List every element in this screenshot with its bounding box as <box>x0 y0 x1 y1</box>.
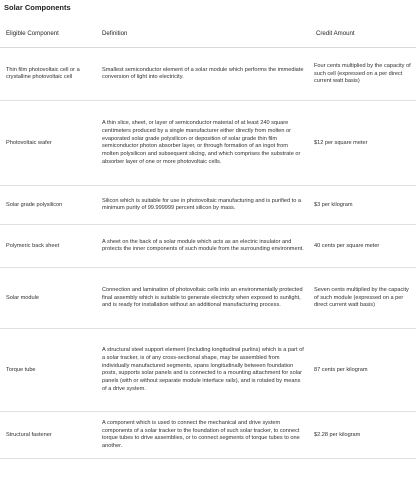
component-cell: Thin film photovoltaic cell or a crystalline photovoltaic cell <box>0 48 96 101</box>
credit-cell: $2.28 per kilogram <box>310 412 416 459</box>
definition-cell: Smallest semiconductor element of a solar module which performs the immediate conversion of light into electricity. <box>96 48 310 101</box>
component-cell: Solar module <box>0 268 96 329</box>
header-definition: Definition <box>96 20 310 48</box>
definition-cell: A thin slice, sheet, or layer of semiconductor material of at least 240 square centimeters produced by a single manufacturer either directly from molten or evaporated solar grade polysilicon or deposition of solar grade thin film semiconductor photon absorber layer, or through formation of an ingot from molten polysilicon and subsequent slicing, and which comprises the substrate or absorber layer of one or more photovoltaic cells. <box>96 101 310 186</box>
definition-cell: A component which is used to connect the mechanical and drive system components of a solar tracker to the foundation of such solar tracker, to connect torque tubes to drive assemblies, or to connect segments of torque tubes to one another. <box>96 412 310 459</box>
credit-cell: $3 per kilogram <box>310 186 416 225</box>
table-row <box>0 268 416 329</box>
table-row <box>0 48 416 101</box>
table-row <box>0 101 416 186</box>
header-credit-amount: Credit Amount <box>310 20 416 48</box>
credit-cell: Four cents multiplied by the capacity of such cell (expressed on a per direct current watt basis) <box>310 48 416 101</box>
table-row <box>0 225 416 268</box>
section-title: Solar Components <box>4 3 71 12</box>
table-row <box>0 186 416 225</box>
definition-cell: A structural steel support element (including longitudinal purlins) which is a part of a solar tracker, is of any cross-sectional shape, may be assembled from individually manufactured segments, spans longitudinally between foundation posts, supports solar panels and is connected to a mounting attachment for solar panels (with or without separate module interface rails), and is rotated by means of a drive system. <box>96 329 310 412</box>
table-row <box>0 329 416 412</box>
definition-cell: A sheet on the back of a solar module which acts as an electric insulator and protects the inner components of such module from the surrounding environment. <box>96 225 310 268</box>
definition-cell: Silicon which is suitable for use in photovoltaic manufacturing and is purified to a minimum purity of 99.999999 percent silicon by mass. <box>96 186 310 225</box>
credit-cell: $12 per square meter <box>310 101 416 186</box>
component-cell: Solar grade polysilicon <box>0 186 96 225</box>
component-cell: Structural fastener <box>0 412 96 459</box>
definition-cell: Connection and lamination of photovoltaic cells into an environmentally protected final assembly which is suitable to generate electricity when exposed to sunlight, and is ready for installation without an additional manufacturing process. <box>96 268 310 329</box>
credit-cell: 87 cents per kilogram <box>310 329 416 412</box>
component-cell: Photovoltaic wafer <box>0 101 96 186</box>
credit-cell: 40 cents per square meter <box>310 225 416 268</box>
table-header-row <box>0 20 416 48</box>
component-cell: Torque tube <box>0 329 96 412</box>
components-table <box>0 20 416 459</box>
table-row <box>0 412 416 459</box>
header-eligible-component: Eligible Component <box>0 20 96 48</box>
component-cell: Polymeric back sheet <box>0 225 96 268</box>
credit-cell: Seven cents multiplied by the capacity of such module (expressed on a per direct current watt basis) <box>310 268 416 329</box>
